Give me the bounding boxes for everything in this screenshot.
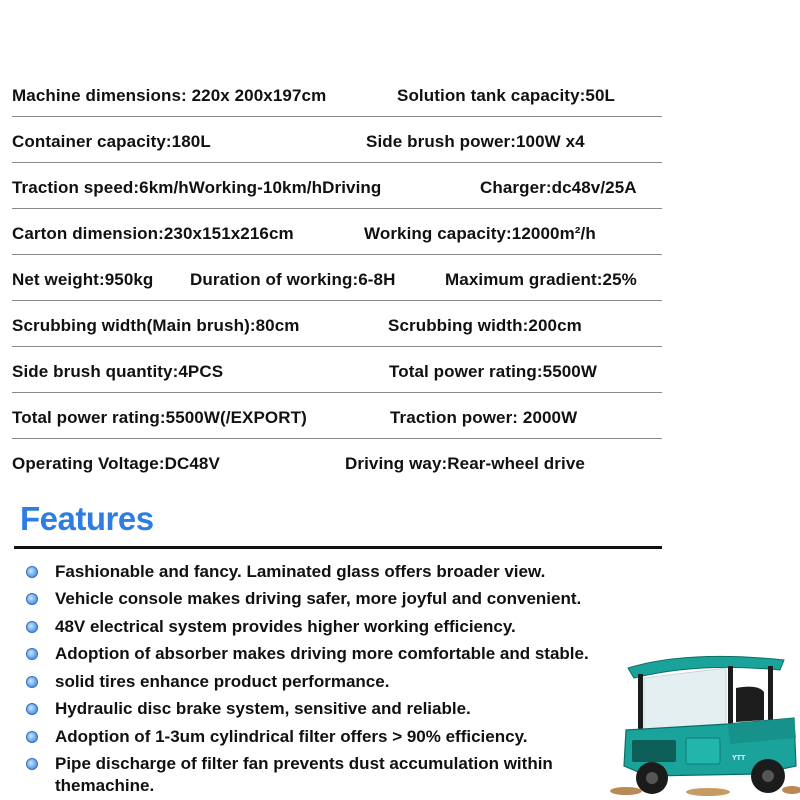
feature-text: Adoption of 1-3um cylindrical filter offers > 90% efficiency. [55, 727, 528, 746]
spec-cell: Total power rating:5500W [389, 362, 598, 381]
bullet-icon [26, 758, 38, 770]
features-divider [14, 546, 662, 549]
bullet-icon [26, 593, 38, 605]
spec-cell: Duration of working:6-8H [190, 270, 396, 289]
spec-row [12, 300, 662, 347]
spec-row [12, 438, 662, 484]
spec-cell: Scrubbing width:200cm [388, 316, 582, 335]
bullet-icon [26, 731, 38, 743]
spec-row [12, 208, 662, 255]
bullet-icon [26, 703, 38, 715]
spec-cell: Machine dimensions: 220x 200x197cm [12, 86, 327, 105]
feature-text: solid tires enhance product performance. [55, 672, 390, 691]
spec-row [12, 254, 662, 301]
spec-row [12, 346, 662, 393]
spec-row [12, 392, 662, 439]
bullet-icon [26, 621, 38, 633]
feature-text: Hydraulic disc brake system, sensitive and reliable. [55, 699, 471, 718]
feature-text: Fashionable and fancy. Laminated glass offers broader view. [55, 562, 546, 581]
spec-cell: Charger:dc48v/25A [480, 178, 637, 197]
bullet-icon [26, 566, 38, 578]
spec-cell: Net weight:950kg [12, 270, 154, 289]
spec-row [12, 116, 662, 163]
spec-cell: Operating Voltage:DC48V [12, 454, 220, 473]
spec-cell: Side brush power:100W x4 [366, 132, 585, 151]
sweeper-machine-image [608, 648, 800, 800]
spec-cell: Total power rating:5500W(/EXPORT) [12, 408, 307, 427]
spec-row [12, 70, 662, 117]
spec-cell: Scrubbing width(Main brush):80cm [12, 316, 300, 335]
spec-cell: Carton dimension:230x151x216cm [12, 224, 294, 243]
bullet-icon [26, 676, 38, 688]
spec-cell: Working capacity:12000m²/h [364, 224, 596, 243]
spec-cell: Traction power: 2000W [390, 408, 578, 427]
spec-cell: Container capacity:180L [12, 132, 211, 151]
svg-text:YTT: YTT [732, 755, 746, 762]
spec-cell: Side brush quantity:4PCS [12, 362, 224, 381]
features-heading: Features [20, 500, 154, 537]
feature-text: Adoption of absorber makes driving more comfortable and stable. [55, 644, 589, 663]
feature-text: Vehicle console makes driving safer, more joyful and convenient. [55, 589, 582, 608]
feature-text: 48V electrical system provides higher working efficiency. [55, 617, 516, 636]
spec-cell: Solution tank capacity:50L [397, 86, 615, 105]
spec-cell: Driving way:Rear-wheel drive [345, 454, 585, 473]
spec-cell: Maximum gradient:25% [445, 270, 637, 289]
spec-row [12, 162, 662, 209]
bullet-icon [26, 648, 38, 660]
spec-cell: Traction speed:6km/hWorking-10km/hDriving [12, 178, 382, 197]
feature-text: Pipe discharge of filter fan prevents dust accumulation within themachine. [55, 754, 553, 795]
